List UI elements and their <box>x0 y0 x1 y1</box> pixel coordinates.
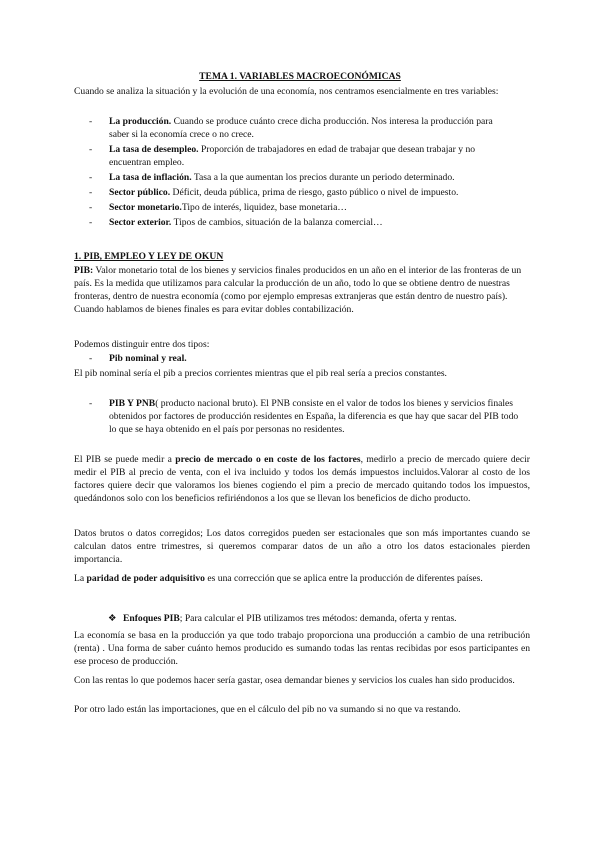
enfoques-term: Enfoques PIB <box>123 613 180 624</box>
nominal-list <box>74 352 530 367</box>
pib-term: PIB: <box>74 265 94 276</box>
page-title: TEMA 1. VARIABLES MACROECONÓMICAS <box>199 71 401 82</box>
item-term: Pib nominal y real. <box>109 353 187 364</box>
list-item: - Sector exterior. Tipos de cambios, situación de la balanza comercial… <box>89 217 383 228</box>
pnb-list <box>74 397 524 438</box>
paridad-term: paridad de poder adquisitivo <box>86 573 205 584</box>
item-term: Sector exterior. <box>109 217 172 228</box>
rentas-paragraph: Con las rentas lo que podemos hacer sería gastar, osea demandar bienes y servicios los cuales han sido producidos. <box>74 675 515 686</box>
item-text: Déficit, deuda pública, prima de riesgo, gasto público o nivel de impuesto. <box>170 187 459 198</box>
list-item: - La producción. Cuando se produce cuánto crece dicha producción. Nos interesa la producción para saber si la economía crece o no crece. <box>89 116 493 140</box>
item-text: Tipo de interés, liquidez, base monetaria… <box>181 202 347 213</box>
item-text: Tasa a la que aumentan los precios durante un periodo determinado. <box>191 172 455 183</box>
pib-definition <box>74 264 530 316</box>
item-term: PIB Y PNB <box>109 398 156 409</box>
paridad-paragraph: La paridad de poder adquisitivo es una corrección que se aplica entre la producción de diferentes países. <box>74 573 483 584</box>
item-text: Proporción de trabajadores en edad de trabajar que desean trabajar y no encuentran empleo. <box>109 144 476 168</box>
item-term: Sector monetario. <box>109 202 182 213</box>
item-term: La tasa de inflación. <box>109 172 192 183</box>
tipos-intro: Podemos distinguir entre dos tipos: <box>74 339 210 350</box>
item-term: Sector público. <box>109 187 171 198</box>
list-item: - Pib nominal y real. <box>89 353 187 364</box>
medir-term: precio de mercado o en coste de los factores <box>175 454 361 465</box>
item-term: La tasa de desempleo. <box>109 144 199 155</box>
pib-text: Valor monetario total de los bienes y servicios finales producidos en un año en el interior de las fronteras de un país. Es la medida que utilizamos para calcular la producción de un año, todo lo que se obtiene dentro de nuestras fronteras, dentro de nuestra economía (como por ejemplo empresas extranjeras que están dentro de nuestro país). Cuando hablamos de bienes finales es para evitar dobles contabilización. <box>74 265 522 315</box>
item-text: Cuando se produce cuánto crece dicha producción. Nos interesa la producción para saber si la economía crece o no crece. <box>109 116 493 140</box>
list-item: - La tasa de desempleo. Proporción de trabajadores en edad de trabajar que desean trabajar y no encuentran empleo. <box>89 144 476 168</box>
medir-paragraph: El PIB se puede medir a precio de mercado o en coste de los factores, medirlo a precio de mercado quiere decir medir el PIB al precio de venta, con el iva incluido y todos los demás impuestos incluidos.Valorar al costo de los factores quiere decir que valoramos los bienes cogiendo el pim a precio de mercado quitando todos los impuestos, quedándonos solo con los beneficios refiriéndonos a los que se llevan los beneficios de dicho producto. <box>74 454 530 504</box>
variables-list <box>74 115 514 231</box>
importaciones-paragraph: Por otro lado están las importaciones, que en el cálculo del pib no va sumando si no que va restando. <box>74 704 461 715</box>
list-item: - Sector público. Déficit, deuda pública, prima de riesgo, gasto público o nivel de impuesto. <box>89 187 459 198</box>
economia-paragraph: La economía se basa en la producción ya que todo trabajo proporciona una producción a cambio de una retribución (renta) . Una forma de saber cuánto hemos producido es sumando todas las rentas recibidas por esos participantes en ese proceso de producción. <box>74 630 530 667</box>
diamond-bullet-icon: ❖ <box>108 613 117 624</box>
datos-paragraph: Datos brutos o datos corregidos; Los datos corregidos pueden ser estacionales que son más importantes cuando se calculan datos entre trimestres, si queremos comparar datos de un año a otro los datos estacionales pierden importancia. <box>74 528 530 565</box>
enfoques-line: Enfoques PIB; Para calcular el PIB utilizamos tres métodos: demanda, oferta y rentas. <box>123 613 457 624</box>
list-item: - La tasa de inflación. Tasa a la que aumentan los precios durante un periodo determinado. <box>89 172 455 183</box>
nominal-text: El pib nominal sería el pib a precios corrientes mientras que el pib real sería a precios constantes. <box>74 368 447 379</box>
list-item: - PIB Y PNB( producto nacional bruto). El PNB consiste en el valor de todos los bienes y servicios finales obtenidos por factores de producción residentes en España, la diferencia es que hay que sacar del PIB todo lo que se haya obtenido en el país por personas no residentes. <box>89 398 519 435</box>
item-text: Tipos de cambios, situación de la balanza comercial… <box>171 217 383 228</box>
list-item: - Sector monetario.Tipo de interés, liquidez, base monetaria… <box>89 202 347 213</box>
item-text: ( producto nacional bruto). El PNB consiste en el valor de todos los bienes y servicios finales obtenidos por factores de producción residentes en España, la diferencia es que hay que sacar del PIB todo lo que se haya obtenido en el país por personas no residentes. <box>109 398 519 435</box>
section-heading: 1. PIB, EMPLEO Y LEY DE OKUN <box>74 251 224 262</box>
item-term: La producción. <box>109 116 172 127</box>
intro-paragraph: Cuando se analiza la situación y la evolución de una economía, nos centramos esencialmente en tres variables: <box>74 86 499 97</box>
